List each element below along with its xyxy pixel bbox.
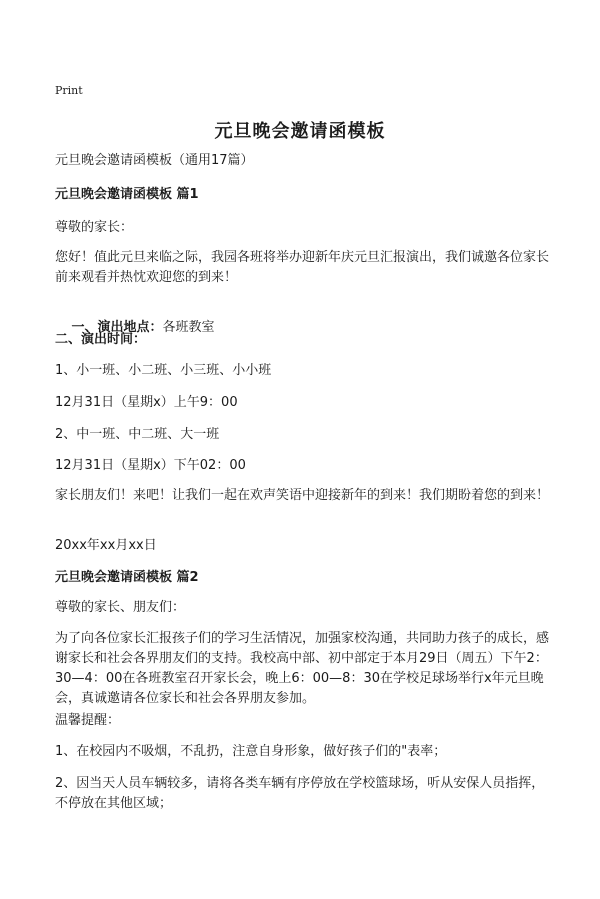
time-label: 二、演出时间： xyxy=(55,332,147,347)
document-title: 元旦晚会邀请函模板 xyxy=(214,121,386,142)
salutation-1: 尊敬的家长： xyxy=(55,220,134,235)
reminder-2: 2、因当天人员车辆较多，请将各类车辆有序停放在学校篮球场，听从安保人员指挥，不停放在其他区域； xyxy=(55,776,545,811)
reminder-1: 1、在校园内不吸烟，不乱扔，注意自身形象，做好孩子们的"表率； xyxy=(55,744,447,759)
closing-paragraph: 家长朋友们！来吧！让我们一起在欢声笑语中迎接新年的到来！我们期盼着您的到来！ xyxy=(55,488,550,503)
invitation-body-1: 您好！值此元旦来临之际，我园各班将举办迎新年庆元旦汇报演出，我们诚邀各位家长前来观看并热忱欢迎您的到来！ xyxy=(55,250,550,285)
class-group-1: 1、小一班、小二班、小三班、小小班 xyxy=(55,363,272,378)
date-line: 20xx年xx月xx日 xyxy=(55,538,157,553)
print-label: Print xyxy=(55,84,83,97)
section-heading-2: 元旦晚会邀请函模板 篇2 xyxy=(55,570,199,585)
section-heading-1: 元旦晚会邀请函模板 篇1 xyxy=(55,187,199,202)
subtitle: 元旦晚会邀请函模板（通用17篇） xyxy=(55,153,254,168)
class-group-2: 2、中一班、中二班、大一班 xyxy=(55,427,220,442)
schedule-2: 12月31日（星期x）下午02：00 xyxy=(55,458,246,473)
venue-label: 一、演出地点： xyxy=(71,320,163,335)
venue-value: 各班教室 xyxy=(162,320,215,335)
reminder-label: 温馨提醒： xyxy=(55,713,121,728)
schedule-1: 12月31日（星期x）上午9：00 xyxy=(55,395,238,410)
invitation-body-2: 为了向各位家长汇报孩子们的学习生活情况，加强家校沟通，共同助力孩子的成长，感谢家长和社会各界朋友们的支持。我校高中部、初中部定于本月29日（周五）下午2：30—4：00在各班教室召开家长会，晚上6：00—8：30在学校足球场举行x年元旦晚会，真诚邀请各位家长和社会各界朋友参加。 xyxy=(55,631,550,706)
salutation-2: 尊敬的家长、朋友们： xyxy=(55,600,186,615)
